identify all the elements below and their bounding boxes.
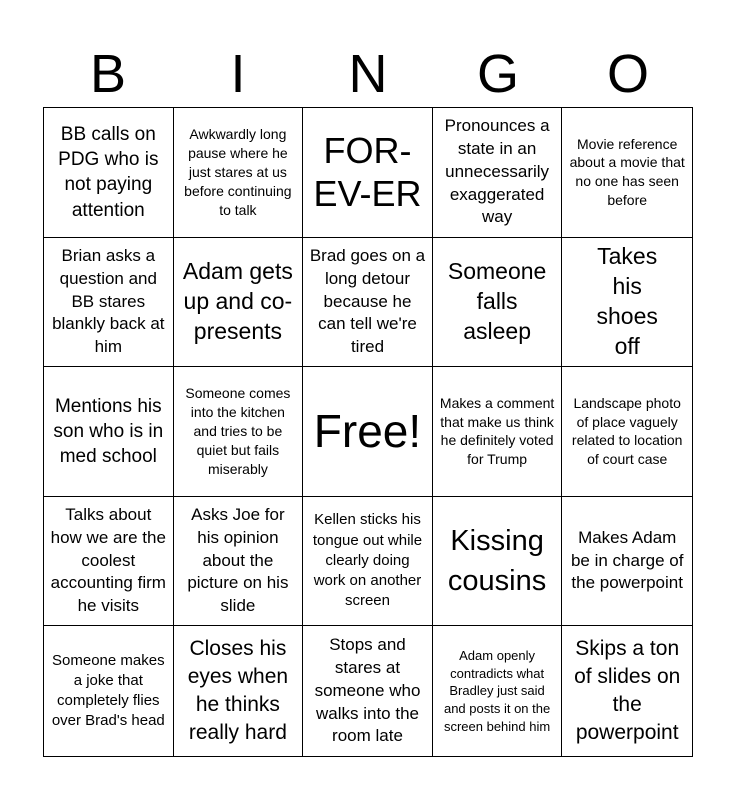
cell-text: Landscape photo of place vaguely related to location of court case [571, 394, 683, 468]
bingo-header [43, 42, 693, 106]
cell-text: Adam openly contradicts what Bradley just said and posts it on the screen behind him [443, 648, 551, 734]
cell-text: Pronounces a state in an unnecessarily exaggerated way [444, 116, 550, 227]
cell-text: Makes Adam be in charge of the powerpoint [570, 527, 684, 593]
cell-text: Talks about how we are the coolest accounting firm he visits [50, 505, 166, 616]
cell-text: Adam gets up and co-presents [182, 258, 293, 344]
cell-text: Asks Joe for his opinion about the picture on his slide [187, 505, 289, 616]
header-letter-b: B [89, 44, 127, 104]
cell-text: Awkwardly long pause where he just stares at us before continuing to talk [184, 126, 292, 218]
cell-text: Brian asks a question and BB stares blankly back at him [52, 245, 165, 357]
cell-text: Makes a comment that make us think he definitely voted for Trump [439, 394, 555, 468]
bingo-cell[interactable] [44, 367, 174, 497]
bingo-cell[interactable] [303, 626, 433, 756]
bingo-cell[interactable] [433, 238, 563, 368]
header-letter-n: N [348, 44, 388, 104]
bingo-cell[interactable] [174, 497, 304, 627]
cell-text: Skips a ton of slides on the powerpoint [574, 637, 681, 745]
header-letter-g: G [476, 44, 519, 104]
bingo-cell[interactable] [174, 367, 304, 497]
bingo-cell[interactable] [562, 238, 692, 368]
cell-text: BB calls on PDG who is not paying attention [58, 123, 159, 221]
cell-text: Movie reference about a movie that no one has seen before [569, 135, 685, 209]
header-letter-i: I [230, 44, 246, 104]
bingo-cell[interactable] [44, 108, 174, 238]
cell-text: Closes his eyes when he thinks really hard [187, 637, 289, 745]
bingo-cell[interactable] [303, 108, 433, 238]
bingo-cell[interactable] [433, 497, 563, 627]
bingo-cell[interactable] [562, 108, 692, 238]
header-letter-o: O [606, 44, 649, 104]
bingo-cell[interactable] [174, 626, 304, 756]
bingo-cell[interactable] [562, 367, 692, 497]
bingo-cell-free[interactable] [303, 367, 433, 497]
bingo-cell[interactable] [562, 497, 692, 627]
bingo-cell[interactable] [174, 238, 304, 368]
bingo-board [43, 107, 693, 757]
bingo-cell[interactable] [303, 238, 433, 368]
cell-text: FOR-EV-ER [313, 130, 422, 215]
bingo-cell[interactable] [44, 497, 174, 627]
bingo-cell[interactable] [433, 367, 563, 497]
bingo-cell[interactable] [303, 497, 433, 627]
bingo-cell[interactable] [433, 108, 563, 238]
cell-text: Kellen sticks his tongue out while clearly doing work on another screen [312, 511, 423, 610]
bingo-cell[interactable] [44, 238, 174, 368]
bingo-cell[interactable] [174, 108, 304, 238]
cell-text: Takes his shoes off [596, 243, 658, 359]
cell-text: Someone makes a joke that completely flies over Brad's head [51, 651, 165, 730]
bingo-cell[interactable] [44, 626, 174, 756]
cell-text: Mentions his son who is in med school [53, 395, 164, 468]
bingo-cell[interactable] [562, 626, 692, 756]
cell-text: Free! [313, 405, 422, 458]
cell-text: Kissing cousins [447, 524, 547, 598]
cell-text: Stops and stares at someone who walks into the room late [314, 635, 421, 746]
cell-text: Brad goes on a long detour because he can tell we're tired [309, 245, 426, 357]
cell-text: Someone falls asleep [447, 258, 547, 344]
bingo-cell[interactable] [433, 626, 563, 756]
cell-text: Someone comes into the kitchen and tries to be quiet but fails miserably [185, 385, 291, 477]
